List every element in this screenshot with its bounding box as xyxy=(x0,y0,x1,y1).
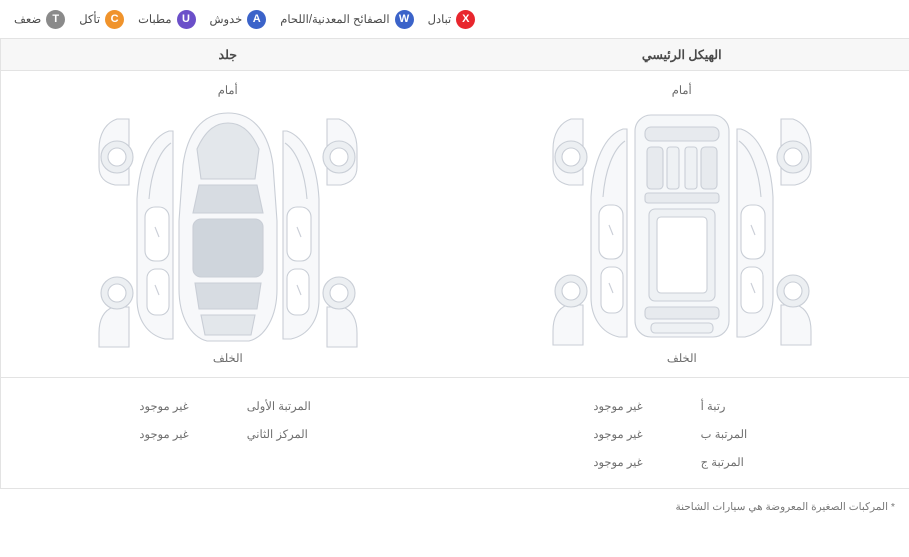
legend-label-exchange: تبادل xyxy=(427,14,452,26)
status-label: المرتبة ب xyxy=(700,429,748,441)
main-frame-status-list xyxy=(455,378,909,488)
list-item xyxy=(455,420,909,448)
legend-label-sheetmetal-weld: الصفائح المعدنية/اللحام xyxy=(280,14,390,26)
legend-label-scratches: خدوش xyxy=(209,14,243,26)
legend-item-exchange xyxy=(428,10,476,29)
skin-diagram xyxy=(73,101,383,351)
status-value: غير موجود xyxy=(139,401,189,413)
corrosion-badge-icon: C xyxy=(105,10,124,29)
legend-item-corrosion xyxy=(79,10,124,29)
main-frame-diagram xyxy=(527,101,837,351)
main-frame-diagram-cell xyxy=(455,71,909,377)
diagram-row xyxy=(0,71,909,378)
list-item xyxy=(455,392,909,420)
status-label: المرتبة ج xyxy=(700,457,744,469)
legend-bar xyxy=(0,0,909,38)
status-value: غير موجود xyxy=(593,401,643,413)
status-label: رتبة أ xyxy=(700,401,726,413)
status-label: المرتبة الأولى xyxy=(246,401,311,413)
skin-front-label: أمام xyxy=(217,85,238,97)
skin-rear-label: الخلف xyxy=(212,353,243,365)
column-header-skin: جلد xyxy=(0,39,455,70)
table-header-row xyxy=(0,39,909,71)
main-frame-rear-label: الخلف xyxy=(666,353,697,365)
status-value: غير موجود xyxy=(139,429,189,441)
status-row xyxy=(0,378,909,488)
legend-label-corrosion: تأكل xyxy=(79,14,101,26)
legend-label-dents: مطبات xyxy=(138,14,172,26)
scratches-badge-icon: A xyxy=(247,10,266,29)
legend-item-weakness xyxy=(14,10,65,29)
legend-item-sheetmetal-weld xyxy=(280,10,413,29)
sheetmetal-weld-badge-icon: W xyxy=(395,10,414,29)
legend-item-scratches xyxy=(210,10,267,29)
exchange-badge-icon: X xyxy=(456,10,475,29)
column-header-main-frame: الهيكل الرئيسي xyxy=(641,48,722,62)
condition-table xyxy=(0,38,909,489)
weakness-badge-icon: T xyxy=(46,10,65,29)
list-item xyxy=(455,448,909,476)
status-label: المركز الثاني xyxy=(246,429,308,441)
skin-status-list xyxy=(0,378,455,488)
main-frame-front-label: أمام xyxy=(671,85,692,97)
dents-badge-icon: U xyxy=(177,10,196,29)
legend-item-dents xyxy=(138,10,195,29)
list-item xyxy=(1,420,455,448)
status-value: غير موجود xyxy=(593,429,643,441)
status-value: غير موجود xyxy=(593,457,643,469)
footnote: * المركبات الصغيرة المعروضة هي سيارات الشاحنة xyxy=(675,501,895,513)
skin-diagram-cell xyxy=(0,71,455,377)
legend-label-weakness: ضعف xyxy=(14,14,42,26)
list-item xyxy=(1,392,455,420)
